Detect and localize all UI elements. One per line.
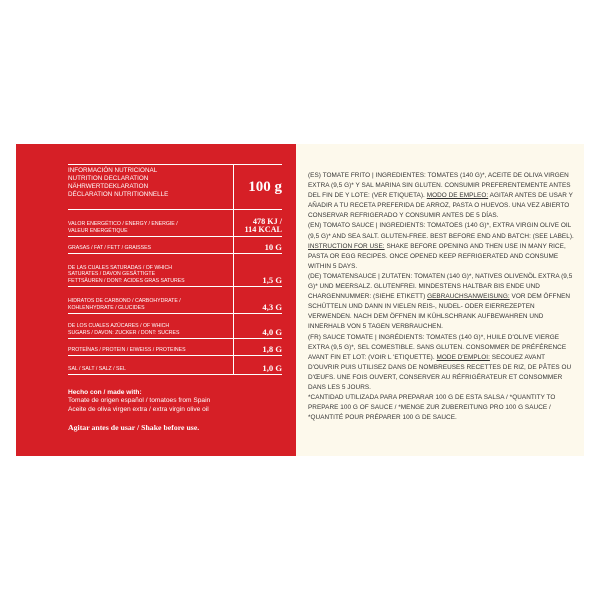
nutrient-value bbox=[233, 287, 282, 313]
nutrient-label bbox=[68, 339, 233, 355]
nutrient-label-line: KOHLENHYDRATE / GLUCIDES bbox=[68, 304, 145, 311]
nutrient-label bbox=[68, 237, 233, 253]
nutrition-title-line: NUTRITION DECLARATION bbox=[68, 175, 149, 182]
nutrient-label-line: VALOR ENERGÉTICO / ENERGY / ENERGIE / bbox=[68, 221, 178, 228]
nutrition-row-carbohydrate bbox=[68, 287, 282, 314]
shake-note: Agitar antes de usar / Shake before use. bbox=[68, 422, 200, 432]
ingredients-panel bbox=[296, 144, 584, 456]
footnote: *CANTIDAD UTILIZADA PARA PREPARAR 100 G DE ESTA SALSA / *QUANTITY TO PREPARE 100 G OF SAUCE / *MENGE ZUR ZUBEREITUNG PRO 100 G SAUCE / *QUANTITÉ POUR PRÉPARER 100 G DE SAUCE. bbox=[308, 394, 556, 422]
nutrition-row-saturates bbox=[68, 254, 282, 287]
nutrition-title-line: NÄHRWERTDEKLARATION bbox=[68, 183, 149, 190]
nutrient-value bbox=[233, 314, 282, 338]
text-en-use-label: INSTRUCTION FOR USE: bbox=[308, 242, 385, 250]
nutrient-value-line: 10 G bbox=[264, 242, 282, 252]
nutrient-label-line: DE LAS CUALES SATURADAS / OF WHICH bbox=[68, 264, 172, 271]
text-en-part: SHAKE BEFORE OPENING AND THEN USE IN MANY RICE, PASTA OR EGG RECIPES. ONCE OPENED KEEP REFRIGERATED AND CONSUME WITHIN 5 DAYS. bbox=[308, 242, 566, 270]
nutrient-label bbox=[68, 210, 233, 236]
text-de-use-label: GEBRAUCHSANWEISUNG: bbox=[427, 293, 510, 301]
nutrient-value-line: 1,8 G bbox=[262, 344, 282, 354]
nutrient-label-line: FETTSÄUREN / DONT: ACIDES GRAS SATURES bbox=[68, 277, 185, 284]
nutrient-label bbox=[68, 287, 233, 313]
nutrition-row-fat bbox=[68, 237, 282, 254]
nutrient-value-line: 4,0 G bbox=[262, 327, 282, 337]
nutrient-label-line: HIDRATOS DE CARBONO / CARBOHYDRATE / bbox=[68, 298, 181, 305]
text-fr bbox=[308, 333, 574, 394]
product-label bbox=[16, 144, 584, 456]
nutrient-value-line: 114 KCAL bbox=[244, 225, 282, 235]
serving-quantity: 100 g bbox=[233, 165, 282, 209]
text-fr-part: (FR) SAUCE TOMATE | INGRÉDIENTS: TOMATES (140 G)*, HUILE D'OLIVE VIERGE EXTRA (9,5 G)*, SEL COMESTIBLE. SANS GLUTEN. CONSOMMER DE PRÉFÉRENCE AVANT FIN ET LOT: (VOIR L 'ETIQUETTE). bbox=[308, 333, 567, 361]
nutrient-label-line: SUGARS / DAVON: ZUCKER / DONT: SUCRES bbox=[68, 329, 180, 336]
text-de-part: (DE) TOMATENSAUCE | ZUTATEN: TOMATEN (140 G)*, NATIVES OLIVENÖL EXTRA (9,5 G)* UND MEERSALZ. GLUTENFREI. MINDESTENS HALTBAR BIS ENDE UND CHARGENNUMMER: (SIEHE ETIKETT) bbox=[308, 272, 573, 301]
made-with-heading: Hecho con / made with: bbox=[68, 389, 142, 396]
nutrient-value bbox=[233, 210, 282, 236]
text-es bbox=[308, 171, 574, 221]
nutrient-label-line: GRASAS / FAT / FETT / GRAISSES bbox=[68, 244, 152, 251]
nutrient-label-line: SATURATES / DAVON GESÄTTIGTE bbox=[68, 271, 156, 278]
nutrient-value bbox=[233, 254, 282, 286]
nutrition-row-energy bbox=[68, 210, 282, 237]
nutrient-label-line: VALEUR ENERGÉTIQUE bbox=[68, 227, 128, 234]
text-es-use-label: MODO DE EMPLEO: bbox=[426, 192, 489, 200]
nutrient-label bbox=[68, 314, 233, 338]
nutrition-table bbox=[68, 164, 282, 375]
nutrition-table-header bbox=[68, 165, 282, 210]
nutrient-value bbox=[233, 339, 282, 355]
nutrient-value bbox=[233, 356, 282, 374]
text-en bbox=[308, 221, 574, 271]
nutrition-row-protein bbox=[68, 339, 282, 356]
nutrient-value-line: 4,3 G bbox=[262, 302, 282, 312]
nutrient-label-line: PROTEÍNAS / PROTEIN / EIWEISS / PROTEINES bbox=[68, 346, 186, 353]
nutrition-title-line: INFORMACIÓN NUTRICIONAL bbox=[68, 167, 158, 174]
text-es-part: AGITAR ANTES DE USAR Y AÑADIR A TU RECETA PREFERIDA DE ARROZ, PASTA O HUEVOS. UNA VEZ ABIERTO CONSERVAR REFRIGERADO Y CONSUMIR ANTES DE 5 DÍAS. bbox=[308, 192, 573, 220]
nutrient-value-line: 1,5 G bbox=[262, 275, 282, 285]
made-with-section bbox=[68, 389, 282, 414]
text-es-part: (ES) TOMATE FRITO | INGREDIENTES: TOMATES (140 G)*, ACEITE DE OLIVA VIRGEN EXTRA (9,5 G)* Y SAL MARINA SIN GLUTEN. CONSUMIR PREFERENTEMENTE ANTES DEL FIN DE Y LOTE: (VER ETIQUETA). bbox=[308, 172, 571, 200]
nutrient-label-line: SAL / SALT / SALZ / SEL bbox=[68, 365, 126, 372]
nutrient-label bbox=[68, 356, 233, 374]
nutrient-value-line: 478 KJ / bbox=[252, 216, 282, 226]
text-en-part: (EN) TOMATO SAUCE | INGREDIENTS: TOMATOES (140 G)*, EXTRA VIRGIN OLIVE OIL (9,5 G)* AND SEA SALT. GLUTEN-FREE. BEST BEFORE END AND BATCH: (SEE LABEL). bbox=[308, 222, 574, 240]
text-de-part: VOR DEM ÖFFNEN SCHÜTTELN UND DANN IN VIELEN REIS-, NUDEL- ODER EIERREZEPTEN VERWENDEN. NACH DEM ÖFFNEN IM KÜHLSCHRANK AUFBEWAHREN UND INNERHALB VON 5 TAGEN VERBRAUCHEN. bbox=[308, 293, 571, 331]
nutrient-label-line: DE LOS CUALES AZÚCARES / OF WHICH bbox=[68, 323, 170, 330]
text-fr-use-label: MODE D'EMPLOI: bbox=[436, 353, 490, 361]
nutrient-value-line: 1,0 G bbox=[262, 363, 282, 373]
nutrition-title bbox=[68, 165, 233, 209]
text-de bbox=[308, 272, 574, 333]
text-fr-part: SECOUEZ AVANT D'OUVRIR PUIS UTILISEZ DANS DE NOMBREUSES RECETTES DE RIZ, DE PÂTES OU D'ŒUFS. UNE FOIS OUVERT, CONSERVER AU RÉFRIGÉRATEUR ET CONSOMMER DANS LES 5 JOURS. bbox=[308, 353, 572, 391]
nutrition-row-sugars bbox=[68, 314, 282, 339]
nutrient-label bbox=[68, 254, 233, 286]
made-with-line: Tomate de origen español / tomatoes from Spain bbox=[68, 397, 211, 405]
nutrition-title-line: DÉCLARATION NUTRITIONNELLE bbox=[68, 191, 169, 198]
nutrition-row-salt bbox=[68, 356, 282, 374]
made-with-line: Aceite de oliva virgen extra / extra virgin olive oil bbox=[68, 405, 209, 413]
nutrient-value bbox=[233, 237, 282, 253]
nutrition-panel bbox=[16, 144, 296, 456]
